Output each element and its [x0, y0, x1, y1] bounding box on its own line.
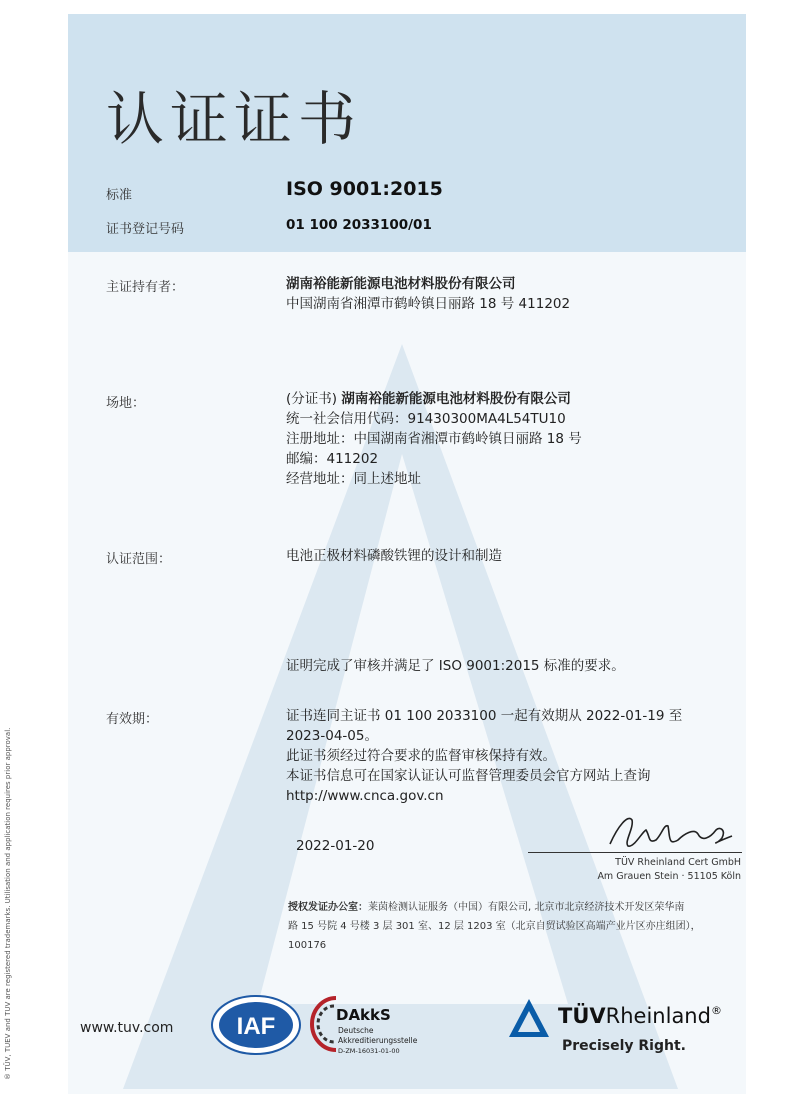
standard-label: 标准: [106, 188, 133, 203]
dakks-code: D-ZM-16031-01-00: [338, 1047, 400, 1055]
iaf-logo: [210, 994, 302, 1056]
validity-label: 有效期：: [106, 712, 159, 727]
issuer-address: Am Grauen Stein · 51105 Köln: [597, 871, 741, 882]
website-link[interactable]: www.tuv.com: [80, 1020, 174, 1036]
tuv-brand-name: Rheinland: [605, 1004, 711, 1028]
site-op-address: 经营地址：同上述地址: [286, 471, 421, 487]
dakks-sub-2: Akkreditierungsstelle: [338, 1036, 418, 1045]
site-label: 场地：: [106, 396, 146, 411]
certificate-page: [68, 14, 746, 1094]
validity-line-1: 证书连同主证书 01 100 2033100 一起有效期从 2022-01-19 至: [286, 708, 683, 724]
issue-date: 2022-01-20: [296, 838, 375, 854]
tuv-reg-mark: ®: [710, 1004, 722, 1017]
registration-label: 证书登记号码: [106, 222, 185, 237]
registration-value: 01 100 2033100/01: [286, 217, 432, 233]
site-prefix: (分证书): [286, 391, 338, 407]
scope-label: 认证范围：: [106, 552, 172, 567]
standard-value: ISO 9001:2015: [286, 178, 443, 200]
tuv-brand-bold: TÜV: [558, 1004, 606, 1028]
validity-line-4: 本证书信息可在国家认证认可监督管理委员会官方网站上查询: [286, 768, 651, 784]
signature-line: [528, 852, 742, 853]
issuer-name: TÜV Rheinland Cert GmbH: [615, 857, 741, 868]
site-name: 湖南裕能新能源电池材料股份有限公司: [341, 391, 571, 407]
site-reg-address: 注册地址：中国湖南省湘潭市鹤岭镇日丽路 18 号: [286, 431, 582, 447]
dakks-sub-1: Deutsche: [338, 1026, 374, 1035]
office-text-1: 莱茵检测认证服务（中国）有限公司, 北京市北京经济技术开发区荣华南: [368, 902, 685, 913]
office-line-1: [288, 900, 684, 916]
office-line-3: 100176: [288, 940, 327, 951]
dakks-arc-icon: [308, 994, 340, 1054]
office-line-2: 路 15 号院 4 号楼 3 层 301 室、12 层 1203 室（北京自贸试验区高端产业片区亦庄组团），: [288, 921, 701, 932]
site-postcode: 邮编：411202: [286, 451, 379, 467]
tuv-triangle-icon: [508, 998, 550, 1038]
signature: [598, 806, 746, 856]
holder-name: 湖南裕能新能源电池材料股份有限公司: [286, 276, 516, 292]
site-name-line: [286, 389, 571, 409]
validity-line-2: 2023-04-05。: [286, 728, 378, 744]
holder-address: 中国湖南省湘潭市鹤岭镇日丽路 18 号 411202: [286, 296, 571, 312]
site-credit-code: 统一社会信用代码：91430300MA4L54TU10: [286, 411, 566, 427]
validity-line-3: 此证书须经过符合要求的监督审核保持有效。: [286, 748, 556, 764]
compliance-statement: 证明完成了审核并满足了 ISO 9001:2015 标准的要求。: [286, 658, 625, 674]
scope-value: 电池正极材料磷酸铁锂的设计和制造: [286, 548, 502, 564]
trademark-side-note: ® TÜV, TUEV and TUV are registered trademarks. Utilisation and application requires prior approval.: [4, 727, 12, 1080]
office-label: 授权发证办公室：: [288, 902, 368, 913]
iaf-logo-text: IAF: [236, 1013, 276, 1040]
validity-url: http://www.cnca.gov.cn: [286, 788, 444, 804]
tuv-slogan: Precisely Right.: [562, 1038, 686, 1054]
dakks-title: DAkkS: [336, 1006, 391, 1024]
holder-label: 主证持有者：: [106, 280, 185, 295]
tuv-brand: [558, 1004, 722, 1028]
certificate-title: 认证证书: [106, 85, 363, 153]
